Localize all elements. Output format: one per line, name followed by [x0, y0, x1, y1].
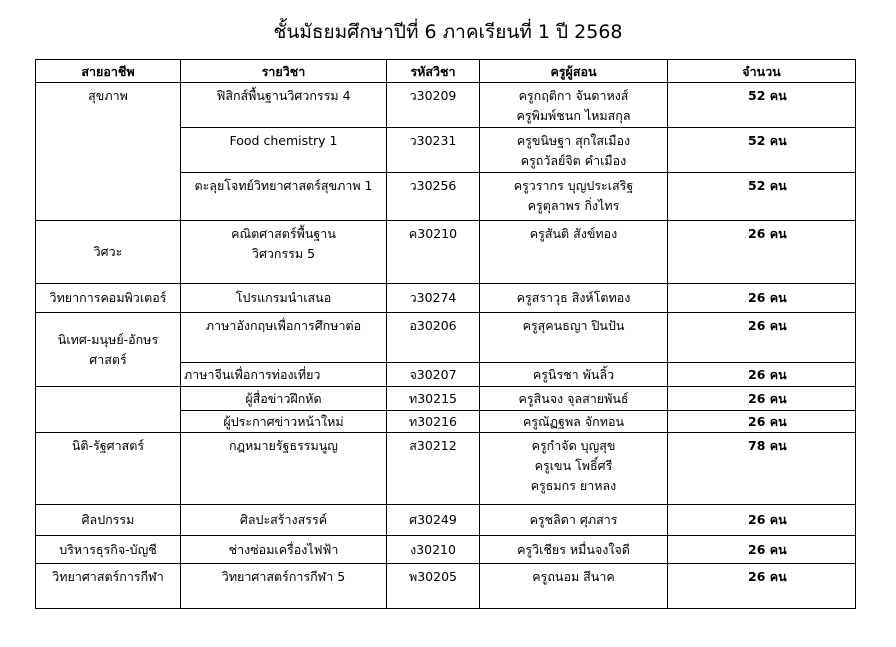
track-cell: [36, 433, 181, 505]
count-cell: 26 คน: [668, 505, 856, 536]
track-label: ศาสตร์: [89, 351, 127, 367]
subject-cell: โปรแกรมนำเสนอ: [181, 284, 387, 313]
table-row: [36, 284, 856, 313]
count-cell: 52 คน: [668, 128, 856, 173]
track-cell: [36, 564, 181, 609]
teacher-cell: [480, 433, 668, 505]
subject-cell: ภาษาอังกฤษเพื่อการศึกษาต่อ: [181, 313, 387, 363]
subject-line: วิศวกรรม 5: [251, 246, 316, 261]
teacher-name: ครูชลิดา ศุภสาร: [529, 512, 618, 527]
header-subject: รายวิชา: [181, 60, 387, 83]
subject-cell: ภาษาจีนเพื่อการท่องเที่ยว: [181, 363, 387, 387]
teacher-cell: [480, 536, 668, 564]
table-row: [36, 536, 856, 564]
teacher-name: ครูสินจง จุลสายพันธ์: [518, 390, 629, 406]
code-cell: ว30256: [387, 173, 480, 221]
code-cell: ง30210: [387, 536, 480, 564]
subject-cell: ผู้ประกาศข่าวหน้าใหม่: [181, 411, 387, 433]
track-cell: [36, 221, 181, 284]
code-cell: ศ30249: [387, 505, 480, 536]
count-cell: 26 คน: [668, 284, 856, 313]
track-cell: [36, 83, 181, 221]
table-row: [36, 564, 856, 609]
teacher-name: ครูถวัลย์จิต คำเมือง: [520, 153, 627, 168]
table-row: [36, 221, 856, 284]
table-header-row: [36, 60, 856, 83]
teacher-name: ครูสราวุธ สิงห์โตทอง: [516, 290, 631, 305]
track-label: ศิลปกรรม: [81, 512, 135, 527]
header-track: สายอาชีพ: [36, 60, 181, 83]
track-cell: [36, 284, 181, 313]
table-row: [36, 505, 856, 536]
teacher-name: ครูสันติ สังข์ทอง: [529, 226, 618, 241]
teacher-cell: [480, 83, 668, 128]
teacher-name: ครูณัฏฐพล จักทอน: [522, 413, 625, 429]
subject-cell: [181, 221, 387, 284]
teacher-name: ครูพิมพ์ชนก ไหมสกุล: [516, 108, 631, 123]
track-cell: [36, 536, 181, 564]
teacher-name: ครูวรากร บุญประเสริฐ: [513, 178, 634, 193]
code-cell: อ30206: [387, 313, 480, 363]
count-cell: 26 คน: [668, 411, 856, 433]
code-cell: ส30212: [387, 433, 480, 505]
subject-cell: ตะลุยโจทย์วิทยาศาสตร์สุขภาพ 1: [181, 173, 387, 221]
teacher-name: ครูขนิษฐา สุกใสเมือง: [516, 133, 631, 148]
count-cell: 26 คน: [668, 313, 856, 363]
code-cell: พ30205: [387, 564, 480, 609]
teacher-cell: [480, 313, 668, 363]
track-label: นิเทศ-มนุษย์-อักษร: [57, 331, 159, 347]
track-label: บริหารธุรกิจ-บัญชี: [59, 541, 157, 557]
track-cell: [36, 313, 181, 387]
track-label: วิทยาศาสตร์การกีฬา: [52, 569, 164, 584]
teacher-name: ครูกำจัด บุญสุข: [531, 438, 616, 453]
count-cell: 26 คน: [668, 564, 856, 609]
code-cell: ท30215: [387, 387, 480, 411]
track-cell: [36, 387, 181, 433]
page-title: ชั้นมัธยมศึกษาปีที่ 6 ภาคเรียนที่ 1 ปี 2568: [273, 21, 623, 43]
track-label: วิศวะ: [93, 244, 123, 259]
code-cell: จ30207: [387, 363, 480, 387]
code-cell: ว30209: [387, 83, 480, 128]
count-cell: 26 คน: [668, 387, 856, 411]
table-row: [36, 433, 856, 505]
schedule-table: [35, 59, 856, 609]
teacher-name: ครูถนอม สีนาค: [532, 569, 615, 584]
subject-cell: ฟิสิกส์พื้นฐานวิศวกรรม 4: [181, 83, 387, 128]
count-cell: 26 คน: [668, 536, 856, 564]
teacher-name: ครูกฤติกา จันดาหงส์: [518, 88, 629, 103]
subject-cell: กฎหมายรัฐธรรมนูญ: [181, 433, 387, 505]
code-cell: ว30274: [387, 284, 480, 313]
subject-cell: Food chemistry 1: [181, 128, 387, 173]
subject-cell: วิทยาศาสตร์การกีฬา 5: [181, 564, 387, 609]
teacher-name: ครูสุคนธญา ปินปัน: [522, 318, 625, 333]
subject-cell: ศิลปะสร้างสรรค์: [181, 505, 387, 536]
table-row: [36, 83, 856, 128]
track-label: นิติ-รัฐศาสตร์: [71, 438, 145, 453]
subject-cell: ช่างซ่อมเครื่องไฟฟ้า: [181, 536, 387, 564]
track-label: วิทยาการคอมพิวเตอร์: [49, 290, 167, 305]
count-cell: 26 คน: [668, 221, 856, 284]
teacher-cell: [480, 128, 668, 173]
teacher-cell: [480, 284, 668, 313]
teacher-cell: [480, 411, 668, 433]
track-cell: [36, 505, 181, 536]
teacher-cell: [480, 564, 668, 609]
count-cell: 52 คน: [668, 173, 856, 221]
code-cell: ว30231: [387, 128, 480, 173]
count-cell: 52 คน: [668, 83, 856, 128]
subject-line: คณิตศาสตร์พื้นฐาน: [231, 226, 336, 241]
track-label: สุขภาพ: [88, 88, 128, 103]
header-count: จำนวน: [668, 60, 856, 83]
teacher-name: ครูนิรชา พันลิ้ว: [532, 366, 615, 382]
teacher-cell: [480, 505, 668, 536]
header-code: รหัสวิชา: [387, 60, 480, 83]
code-cell: ค30210: [387, 221, 480, 284]
teacher-cell: [480, 221, 668, 284]
teacher-cell: [480, 363, 668, 387]
teacher-name: ครูตุลาพร กิ่งไทร: [527, 198, 620, 213]
table-row: [36, 313, 856, 363]
teacher-name: ครูเขน โพธิ์ศรี: [534, 458, 613, 473]
teacher-cell: [480, 387, 668, 411]
count-cell: 78 คน: [668, 433, 856, 505]
teacher-cell: [480, 173, 668, 221]
code-cell: ท30216: [387, 411, 480, 433]
teacher-name: ครูธมกร ยาหลง: [530, 478, 617, 493]
table-row: [36, 387, 856, 411]
count-cell: 26 คน: [668, 363, 856, 387]
header-teacher: ครูผู้สอน: [480, 60, 668, 83]
subject-cell: ผู้สื่อข่าวฝึกหัด: [181, 387, 387, 411]
teacher-name: ครูวิเชียร หมื่นจงใจดี: [517, 541, 630, 557]
